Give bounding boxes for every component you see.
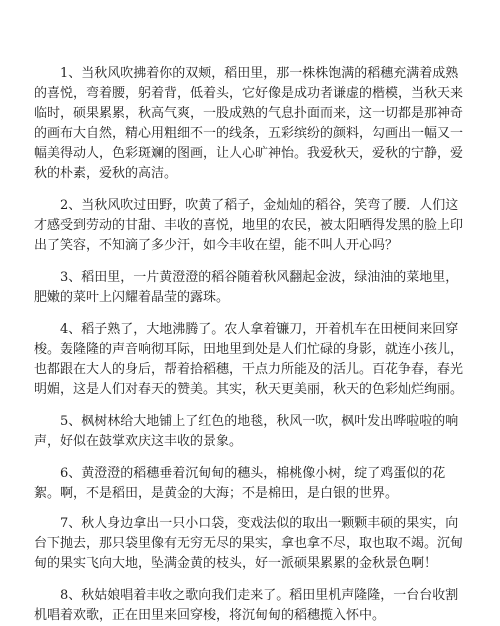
paragraph-2: 2、当秋风吹过田野，吹黄了稻子，金灿灿的稻谷，笑弯了腰．人们这才感受到劳动的甘甜、丰收的喜悦，地里的农民，被太阳晒得发黑的脸上印出了笑容，不知滴了多少汗，如今丰收在望，能不叫人开心吗？ [34, 198, 464, 253]
paragraph-1: 1、当秋风吹拂着你的双颊，稻田里，那一株株饱满的稻穗充满着成熟的喜悦，弯着腰，躬着背，低着头，它好像是成功者谦虚的楷模，当秋天来临时，硕果累累，秋高气爽，一股成熟的气息扑面而来，这一切都是那神奇的画布大自然，精心用粗细不一的线条，五彩缤纷的颜料，勾画出一幅又一幅美得动人，色彩斑斓的图画，让人心旷神怡。我爱秋天，爱秋的宁静，爱秋的朴素，爱秋的高洁。 [34, 66, 464, 181]
paragraph-6: 6、黄澄澄的稻穗垂着沉甸甸的穗头，棉桃像小树，绽了鸡蛋似的花絮。啊，不是稻田，是黄金的大海；不是棉田，是白银的世界。 [34, 466, 446, 501]
paragraph-5: 5、枫树林给大地铺上了红色的地毯，秋风一吹，枫叶发出哗啦啦的响声，好似在鼓掌欢庆这丰收的景象。 [34, 414, 459, 449]
paragraph-3: 3、稻田里，一片黄澄澄的稻谷随着秋风翻起金波，绿油油的菜地里，肥嫩的菜叶上闪耀着晶莹的露珠。 [34, 270, 459, 305]
paragraph-4: 4、稻子熟了，大地沸腾了。农人拿着镰刀，开着机车在田梗间来回穿梭。轰隆隆的声音响彻耳际，田地里到处是人们忙碌的身影，就连小孩儿，也都跟在大人的身后，帮着拾稻穗，干点力所能及的活儿。百花争春，春光明媚，这是人们对春天的赞美。其实，秋天更美丽，秋天的色彩灿烂绚丽。 [34, 322, 464, 397]
paragraph-7: 7、秋人身边拿出一只小口袋，变戏法似的取出一颗颗丰硕的果实，向台下抛去，那只袋里像有无穷无尽的果实，拿也拿不尽，取也取不竭。沉甸甸的果实飞向大地，坠满金黄的枝头，好一派硕果累累的金秋景色啊！ [34, 516, 464, 571]
paragraph-8: 8、秋姑娘唱着丰收之歌向我们走来了。稻田里机声隆隆，一台台收割机唱着欢歌，正在田里来回穿梭，将沉甸甸的稻穗揽入怀中。 [34, 588, 459, 623]
